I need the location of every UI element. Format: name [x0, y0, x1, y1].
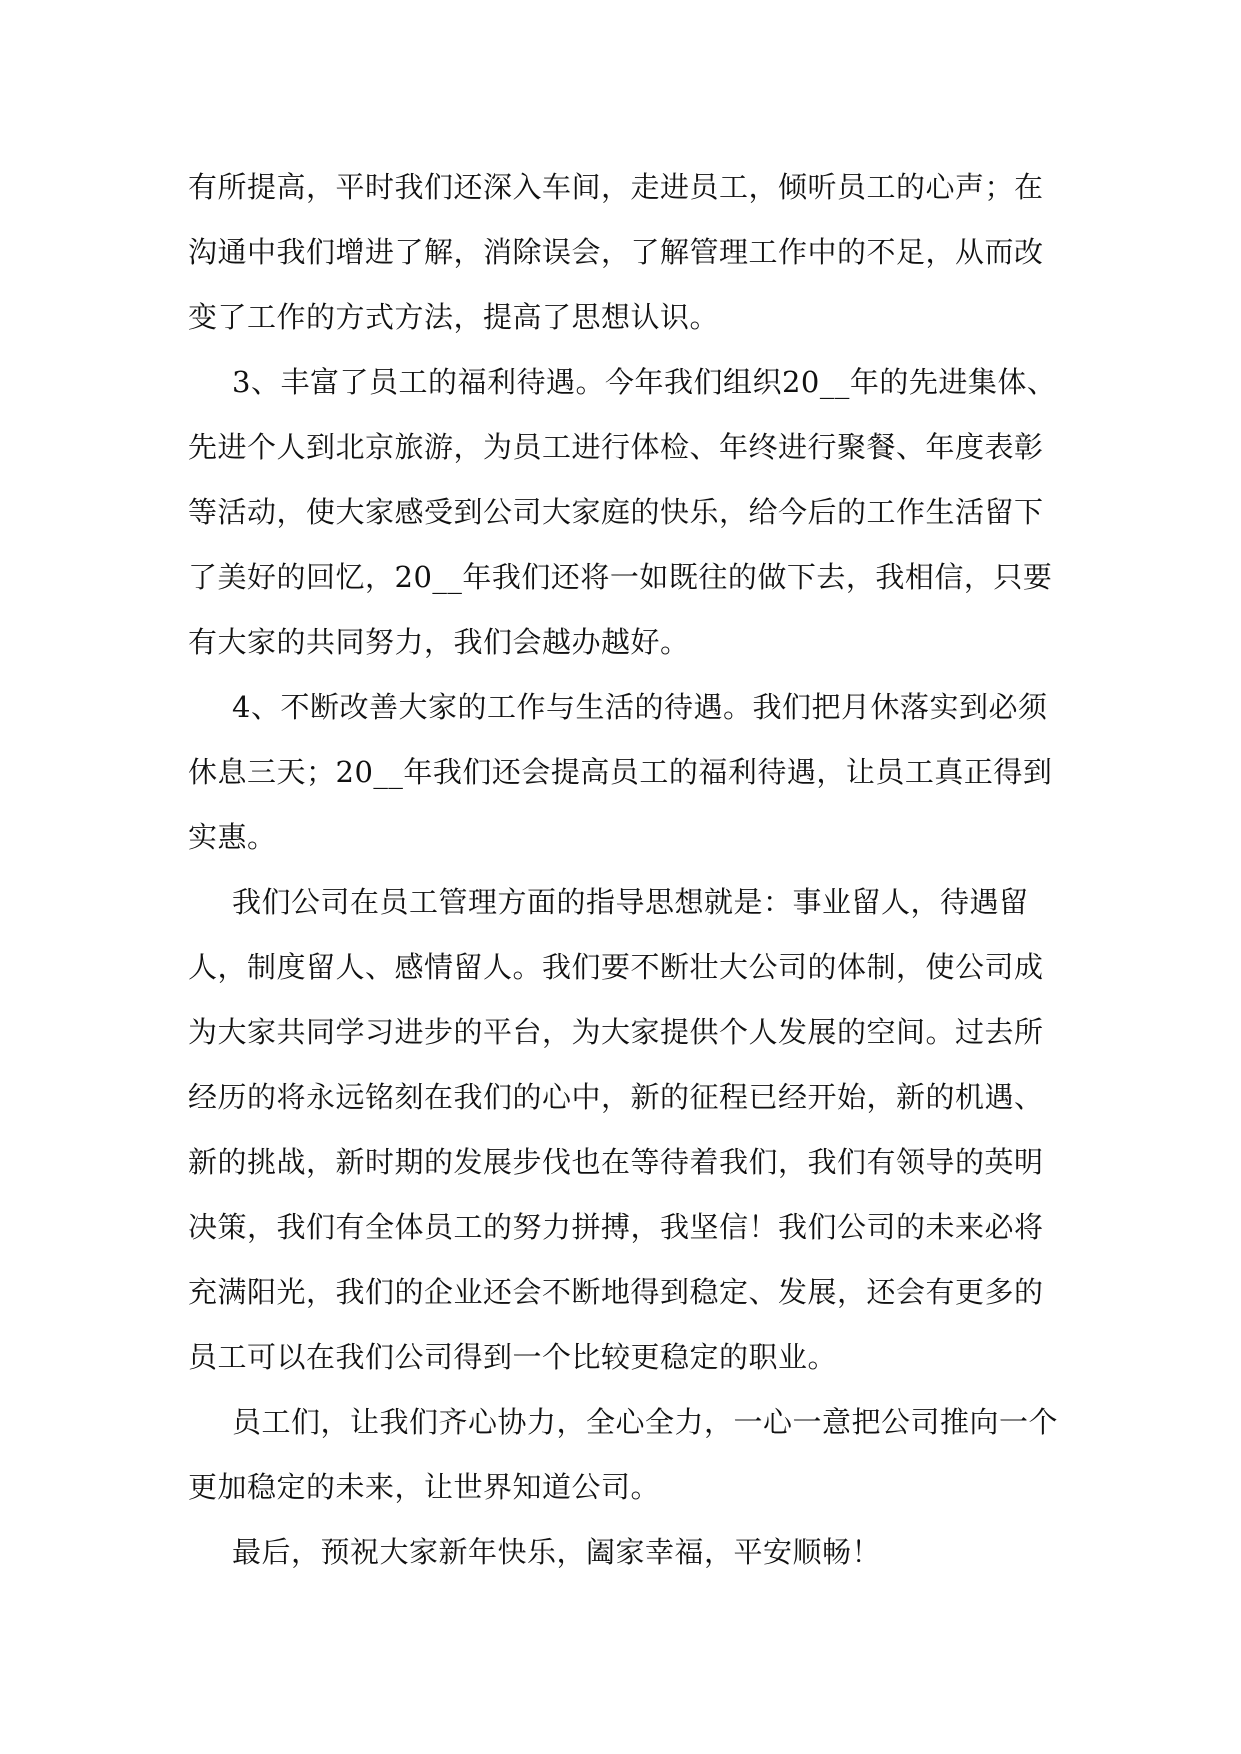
- paragraph-guiding-philosophy: 我们公司在员工管理方面的指导思想就是：事业留人，待遇留人，制度留人、感情留人。我们要不断壮大公司的体制，使公司成为大家共同学习进步的平台，为大家提供个人发展的空间。过去所经历的将永远铭刻在我们的心中，新的征程已经开始，新的机遇、新的挑战，新时期的发展步伐也在等待着我们，我们有领导的英明决策，我们有全体员工的努力拼搏，我坚信！我们公司的未来必将充满阳光，我们的企业还会不断地得到稳定、发展，还会有更多的员工可以在我们公司得到一个比较更稳定的职业。: [188, 885, 1044, 1374]
- paragraph-call-to-action: 员工们，让我们齐心协力，全心全力，一心一意把公司推向一个更加稳定的未来，让世界知道公司。: [188, 1405, 1059, 1504]
- paragraph-treatment: 4、不断改善大家的工作与生活的待遇。我们把月休落实到必须休息三天；20__年我们还会提高员工的福利待遇，让员工真正得到实惠。: [188, 690, 1053, 854]
- paragraph-closing-wishes: 最后，预祝大家新年快乐，阖家幸福，平安顺畅！: [232, 1535, 882, 1569]
- paragraph-continuation: 有所提高，平时我们还深入车间，走进员工，倾听员工的心声；在沟通中我们增进了解，消除误会，了解管理工作中的不足，从而改变了工作的方式方法，提高了思想认识。: [188, 170, 1044, 334]
- paragraph-welfare: 3、丰富了员工的福利待遇。今年我们组织20__年的先进集体、先进个人到北京旅游，为员工进行体检、年终进行聚餐、年度表彰等活动，使大家感受到公司大家庭的快乐，给今后的工作生活留下了美好的回忆，20__年我们还将一如既往的做下去，我相信，只要有大家的共同努力，我们会越办越好。: [188, 365, 1057, 659]
- document-body: [188, 155, 1068, 1585]
